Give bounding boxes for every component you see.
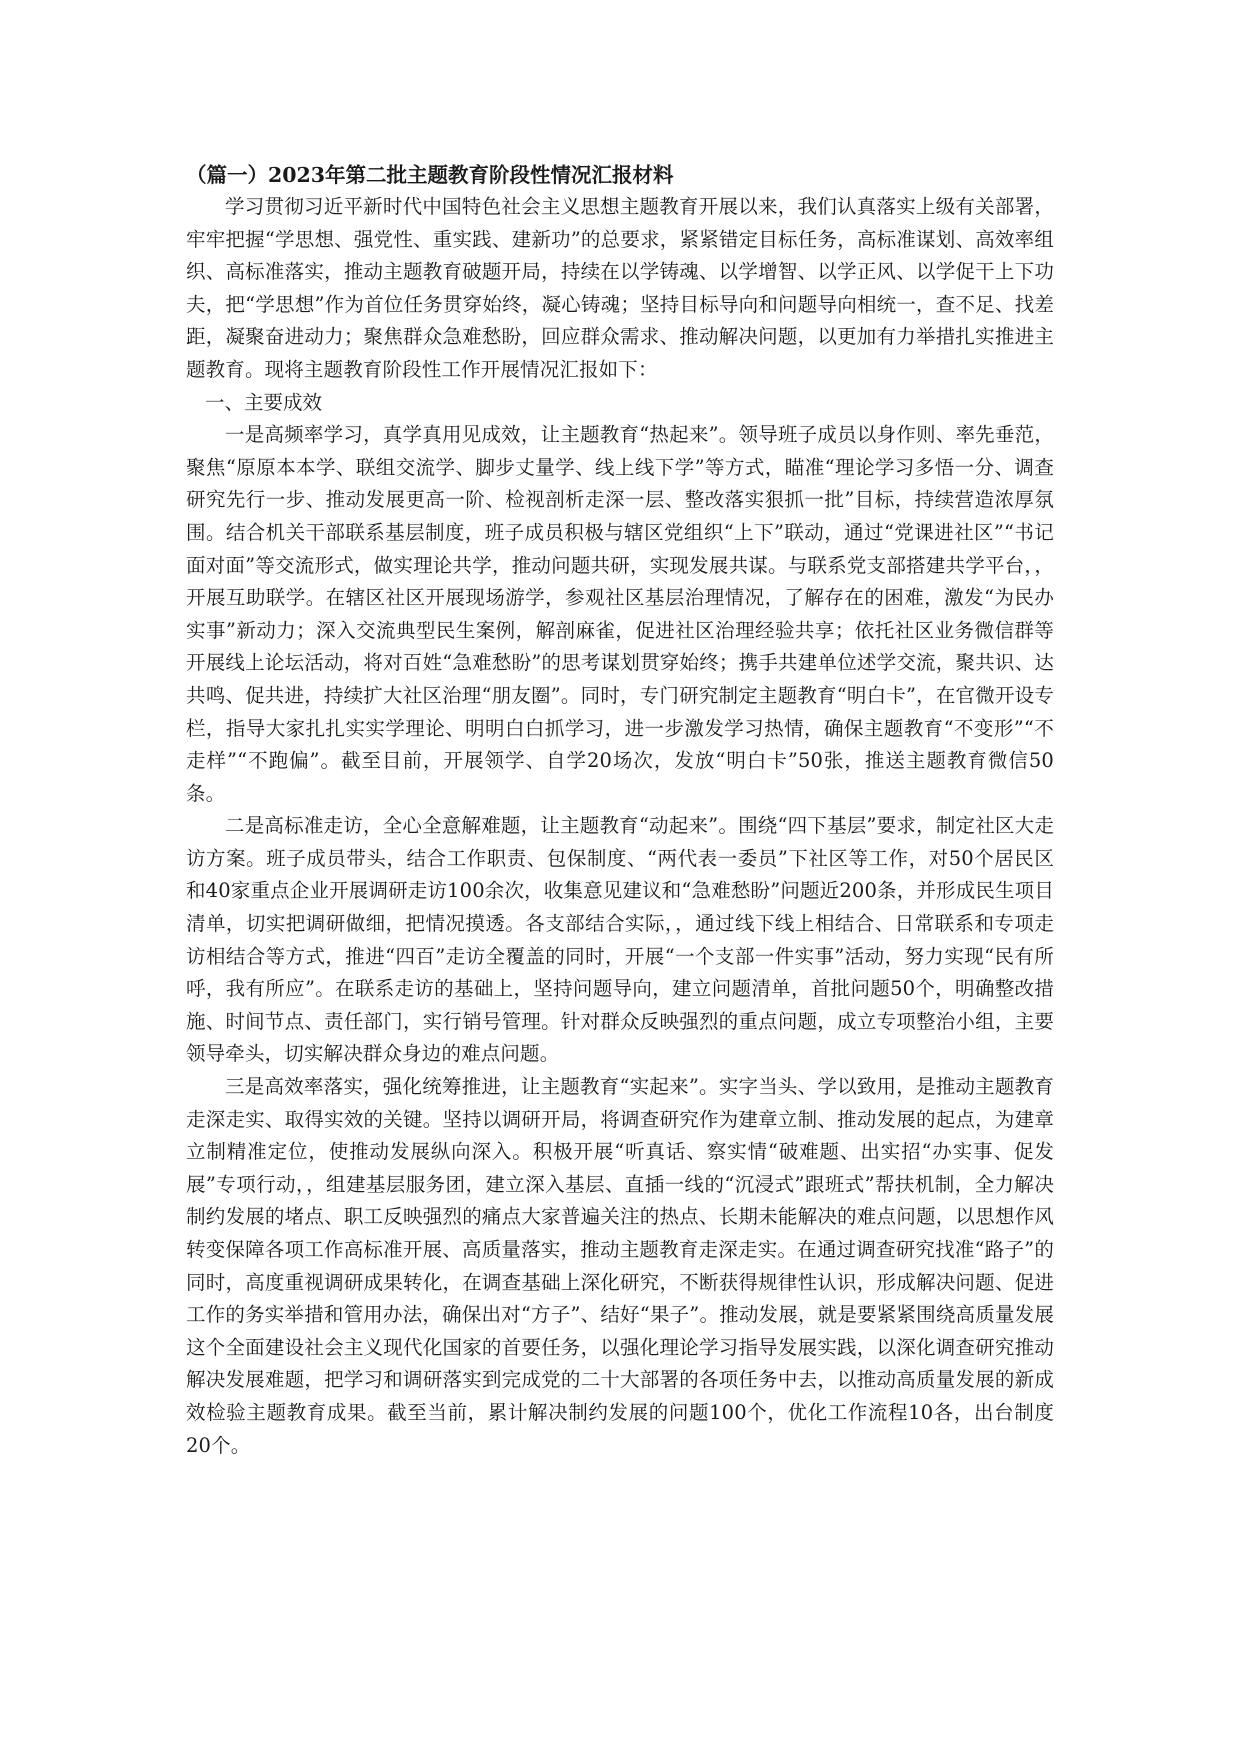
document-page	[186, 160, 1054, 1462]
document-title: （篇一）2023年第二批主题教育阶段性情况汇报材料	[186, 163, 674, 187]
body-paragraph-3: 三是高效率落实，强化统筹推进，让主题教育“实起来”。实字当头、学以致用，是推动主题教育走深走实、取得实效的关键。坚持以调研开局，将调查研究作为建章立制、推动发展的起点，为建章立制精准定位，使推动发展纵向深入。积极开展“听真话、察实情“破难题、出实招“办实事、促发展”专项行动，，组建基层服务团，建立深入基层、直插一线的“沉浸式”跟班式”帮扶机制，全力解决制约发展的堵点、职工反映强烈的痛点大家普遍关注的热点、长期未能解决的难点问题，以思想作风转变保障各项工作高标准开展、高质量落实，推动主题教育走深走实。在通过调查研究找准“路子”的同时，高度重视调研成果转化，在调查基础上深化研究，不断获得规律性认识，形成解决问题、促进工作的务实举措和管用办法，确保出对“方子”、结好“果子”。推动发展，就是要紧紧围绕高质量发展这个全面建设社会主义现代化国家的首要任务，以强化理论学习指导发展实践，以深化调查研究推动解决发展难题，把学习和调研落实到完成党的二十大部署的各项任务中去，以推动高质量发展的新成效检验主题教育成果。截至当前，累计解决制约发展的问题100个，优化工作流程10各，出台制度20个。	[186, 1075, 1054, 1457]
body-paragraph-2: 二是高标准走访，全心全意解难题，让主题教育“动起来”。围绕“四下基层”要求，制定社区大走访方案。班子成员带头，结合工作职责、包保制度、“两代表一委员”下社区等工作，对50个居民区和40家重点企业开展调研走访100余次，收集意见建议和“急难愁盼”问题近200条，并形成民生项目清单，切实把调研做细，把情况摸透。各支部结合实际，，通过线下线上相结合、日常联系和专项走访相结合等方式，推进“四百”走访全覆盖的同时，开展“一个支部一件实事”活动，努力实现“民有所呼，我有所应”。在联系走访的基础上，坚持问题导向，建立问题清单，首批问题50个，明确整改措施、时间节点、责任部门，实行销号管理。针对群众反映强烈的重点问题，成立专项整治小组，主要领导牵头，切实解决群众身边的难点问题。	[186, 814, 1054, 1066]
intro-paragraph: 学习贯彻习近平新时代中国特色社会主义思想主题教育开展以来，我们认真落实上级有关部署，牢牢把握“学思想、强党性、重实践、建新功”的总要求，紧紧错定目标任务，高标准谋划、高效率组织、高标准落实，推动主题教育破题开局，持续在以学铸魂、以学增智、以学正风、以学促干上下功夫，把“学思想”作为首位任务贯穿始终，凝心铸魂；坚持目标导向和问题导向相统一，查不足、找差距，凝聚奋进动力；聚焦群众急难愁盼，回应群众需求、推动解决问题，以更加有力举措扎实推进主题教育。现将主题教育阶段性工作开展情况汇报如下：	[186, 195, 1054, 381]
body-paragraph-1: 一是高频率学习，真学真用见成效，让主题教育“热起来”。领导班子成员以身作则、率先垂范，聚焦“原原本本学、联组交流学、脚步丈量学、线上线下学”等方式，瞄准“理论学习多悟一分、调查研究先行一步、推动发展更高一阶、检视剖析走深一层、整改落实狠抓一批”目标，持续营造浓厚氛围。结合机关干部联系基层制度，班子成员积极与辖区党组织“上下”联动，通过“党课进社区”“书记面对面”等交流形式，做实理论共学，推动问题共研，实现发展共谋。与联系党支部搭建共学平台，，开展互助联学。在辖区社区开展现场游学，参观社区基层治理情况，了解存在的困难，激发“为民办实事”新动力；深入交流典型民生案例，解剖麻雀，促进社区治理经验共享；依托社区业务微信群等开展线上论坛活动，将对百姓“急难愁盼”的思考谋划贯穿始终；携手共建单位述学交流，聚共识、达共鸣、促共进，持续扩大社区治理“朋友圈”。同时，专门研究制定主题教育“明白卡”，在官微开设专栏，指导大家扎扎实实学理论、明明白白抓学习，进一步激发学习热情，确保主题教育“不变形”“不走样”“不跑偏”。截至目前，开展领学、自学20场次，发放“明白卡”50张，推送主题教育微信50条。	[186, 423, 1054, 805]
section-heading: 一、主要成效	[205, 390, 323, 414]
